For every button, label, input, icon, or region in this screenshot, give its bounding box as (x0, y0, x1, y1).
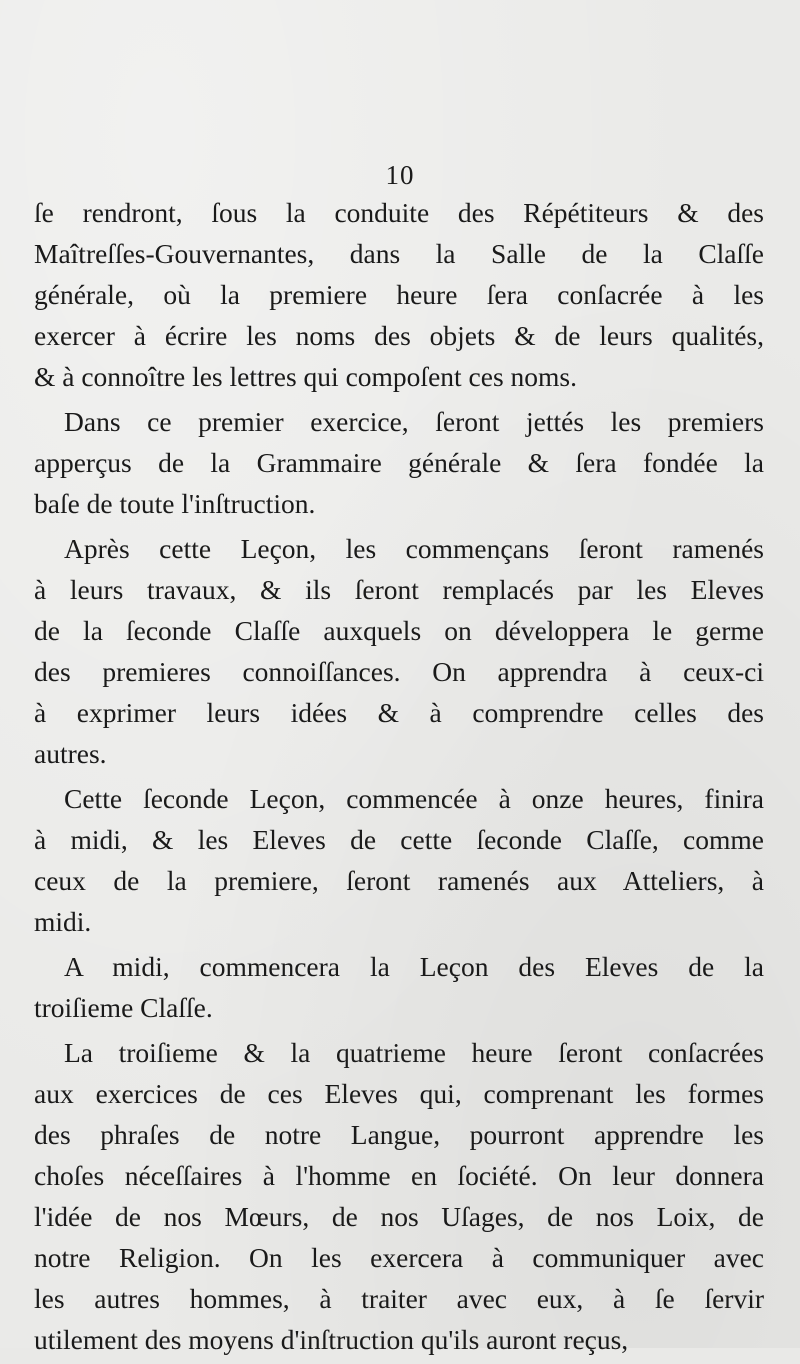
paragraph (34, 1032, 764, 1360)
text-line: baſe de toute l'inſtruction. (34, 488, 316, 519)
text-line: des phraſes de notre Langue, pourront apprendre les (34, 1119, 764, 1150)
text-line: générale, où la premiere heure ſera conſacrée à les (34, 279, 764, 310)
text-line: choſes néceſſaires à l'homme en ſociété. On leur donnera (34, 1160, 764, 1191)
text-line: à exprimer leurs idées & à comprendre celles des (34, 697, 764, 728)
text-line: & à connoître les lettres qui compoſent ces noms. (34, 361, 577, 392)
paragraph (34, 778, 764, 942)
text-line: de la ſeconde Claſſe auxquels on développera le germe (34, 615, 764, 646)
text-line: midi. (34, 906, 92, 937)
text-line: autres. (34, 738, 107, 769)
paragraph (34, 401, 764, 524)
text-line: Après cette Leçon, les commençans ſeront ramenés (64, 533, 764, 564)
text-line: utilement des moyens d'inſtruction qu'ils auront reçus, (34, 1324, 629, 1355)
text-line: notre Religion. On les exercera à communiquer avec (34, 1242, 764, 1273)
text-line: A midi, commencera la Leçon des Eleves de la (64, 951, 764, 982)
text-line: exercer à écrire les noms des objets & de leurs qualités, (34, 320, 764, 351)
page-number: 10 (385, 160, 415, 190)
text-line: Dans ce premier exercice, ſeront jettés les premiers (64, 406, 764, 437)
text-line: La troiſieme & la quatrieme heure ſeront conſacrées (64, 1037, 764, 1068)
paragraph (34, 946, 764, 1028)
body-text (34, 192, 764, 1364)
text-line: apperçus de la Grammaire générale & ſera fondée la (34, 447, 764, 478)
text-line: ſe rendront, ſous la conduite des Répétiteurs & des (34, 197, 764, 228)
paragraph (34, 192, 764, 397)
text-line: ceux de la premiere, ſeront ramenés aux Atteliers, à (34, 865, 764, 896)
text-line: l'idée de nos Mœurs, de nos Uſages, de nos Loix, de (34, 1201, 764, 1232)
text-line: troiſieme Claſſe. (34, 992, 213, 1023)
text-line: Maîtreſſes-Gouvernantes, dans la Salle de la Claſſe (34, 238, 764, 269)
text-line: à midi, & les Eleves de cette ſeconde Claſſe, comme (34, 824, 764, 855)
text-line: Cette ſeconde Leçon, commencée à onze heures, finira (64, 783, 764, 814)
text-line: les autres hommes, à traiter avec eux, à ſe ſervir (34, 1283, 764, 1314)
text-line: à leurs travaux, & ils ſeront remplacés par les Eleves (34, 574, 764, 605)
text-line: des premieres connoiſſances. On apprendra à ceux-ci (34, 656, 764, 687)
text-line: aux exercices de ces Eleves qui, comprenant les formes (34, 1078, 764, 1109)
paragraph (34, 528, 764, 774)
